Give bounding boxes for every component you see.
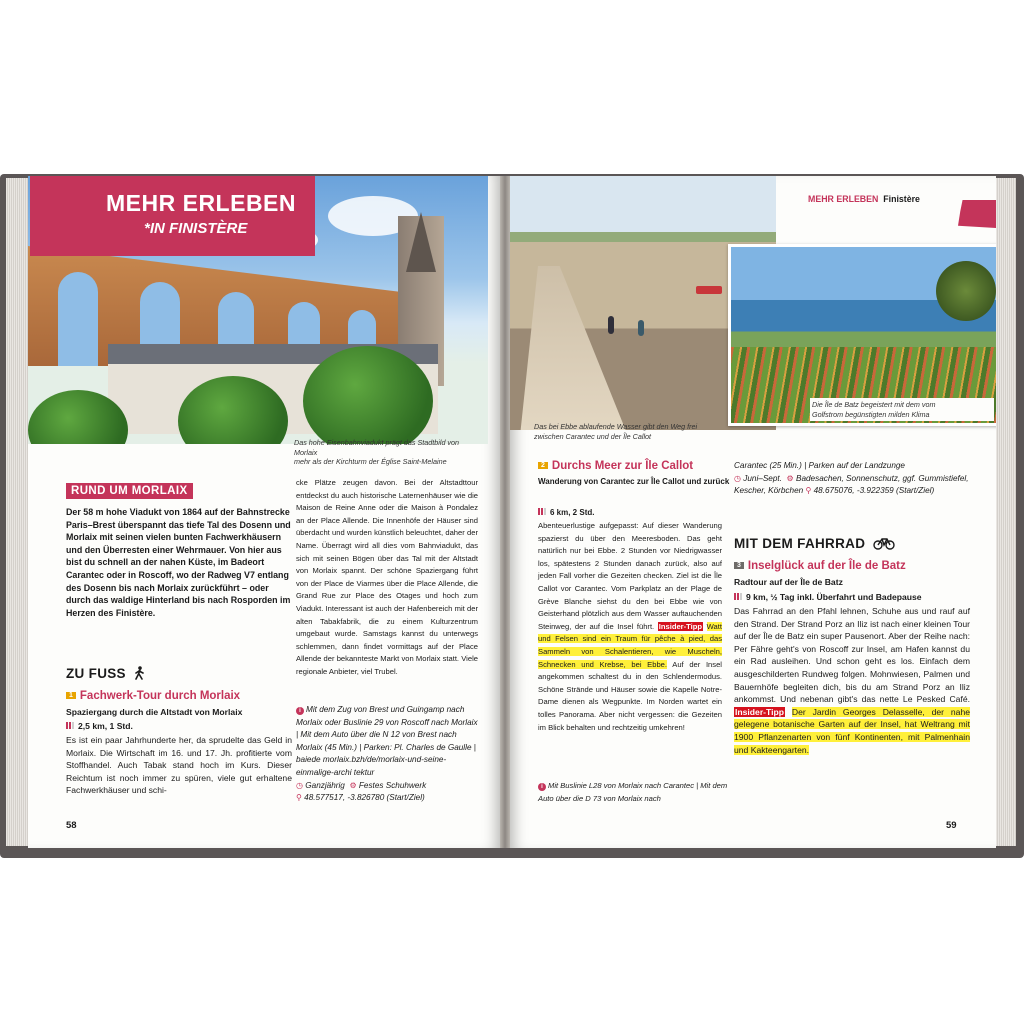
clock-icon: ◷: [296, 780, 303, 790]
photo-caption: Das hohe Eisenbahnviadukt prägt das Stadtbild von Morlaix mehr als der Kirchturm der Église Saint-Melaine: [294, 438, 460, 466]
tour-1-meta: 2,5 km, 1 Std.: [66, 721, 133, 731]
tour-1-info: i Mit dem Zug von Brest und Guingamp nach Morlaix oder Buslinie 29 von Roscoff nach Morlaix | Mit dem Auto über die N 12 von Brest nach Morlaix (45 Min.) | Parken: Pl. Charles de Gaulle | baiede morlaix.bzh/de/morlaix-und-seine-einmalige-archi tektur ◷ Ganzjährig ⚙ Festes Schuhwerk ⚲ 48.577517, -3.826780 (Start/Ziel): [296, 705, 478, 803]
photo-caption-callot: Das bei Ebbe ablaufende Wasser gibt den Weg frei zwischen Carantec und der Île Callot: [534, 422, 698, 441]
page-number-right: 59: [946, 820, 957, 831]
tour-3-subtitle: Radtour auf der Île de Batz: [734, 577, 843, 587]
location-pin-icon: ⚲: [296, 793, 302, 803]
tour-3-title: 3 Inselglück auf der Île de Batz: [734, 560, 906, 572]
shoe-icon: ⚙: [349, 780, 357, 790]
photo-caption-batz: Die Île de Batz begeistert mit dem vom Golfstrom begünstigten milden Klima: [810, 398, 994, 421]
tour-1-number: 1: [66, 692, 76, 699]
tour-2-info: i Mit Buslinie L28 von Morlaix nach Carantec | Mit dem Auto über die D 73 von Morlaix nach: [538, 781, 728, 803]
tour-2-number: 2: [538, 462, 548, 469]
section-tag-morlaix: RUND UM MORLAIX: [66, 483, 193, 499]
difficulty-icon: [538, 508, 547, 515]
tour-2-body: Abenteuerlustige aufgepasst: Auf dieser Wanderung spazierst du über den Meeresboden. Das geht natürlich nur bei Ebbe. 2 Stunden vor Niedrigwasser los, spätestens 2 Stunden danach zurück, also auf jeden Fall vorher die Gezeiten checken. Ziel ist die Île Callot vor Carantec. Vom Parkplatz an der Plage de Grève Blanche siehst du den bei Ebbe wie von Geisterhand plötzlich aus dem Wasser auftauchenden Steinweg, der auf die Insel führt. Insider-Tipp Watt und Felsen sind ein Traum für pêche à pied, das Sammeln von Schalentieren, wie Muscheln, Schnecken und Krebse, bei Ebbe. Auf der Insel angekommen schaltest du in den Schlendermodus. Schöne Strände und Häuser sowie die Kapelle Notre-Dame dienen als Wegpunkte. Im Norden wartet ein tolles Panorama. Aber nicht vergessen: die Gezeiten im Blick behalten und rechtzeitig umkehren!: [538, 521, 722, 732]
intro-paragraph: Der 58 m hohe Viadukt von 1864 auf der Bahnstrecke Paris–Brest überspannt das tiefe Tal des Dosenn und Morlaix mit seinen vielen bunten Fachwerkhäusern und den Überresten einer Wehrmauer. Von hier aus bist du schnell an der nahen Küste, im Badeort Carantec oder in Roscoff, wo der Radweg V7 entlang des Dosenn bis nach Morlaix zurückführt – oder durch das waldige Hinterland bis nach Rosporden im Herzen des Finistère.: [66, 507, 291, 618]
tour-1-subtitle: Spaziergang durch die Altstadt von Morlaix: [66, 707, 243, 717]
insider-tip-badge: Insider-Tipp: [658, 621, 703, 631]
left-page: [28, 176, 500, 848]
chapter-title: MEHR ERLEBEN: [106, 190, 297, 216]
insider-tip-text: Der Jardin Georges Delasselle, der nahe gelegene botanische Garten auf der Insel, hat Weltrang mit 1900 Pflanzenarten von fünf Kontinenten, mit Palmenhain und Kakteengarten.: [734, 706, 970, 755]
tour-3-number: 3: [734, 562, 744, 569]
tour-2-title: 2 Durchs Meer zur Île Callot: [538, 460, 693, 472]
gear-icon: ⚙: [786, 473, 794, 483]
header-brush-mark: [958, 200, 996, 228]
tour-1-body: Es ist ein paar Jahrhunderte her, da sprudelte das Geld in Morlaix. Die Wirtschaft im 16. und 17. Jh. profitierte vom Stoffhandel. Auch Tabak stand hoch im Kurs. Dieser Reichtum ist noch immer zu spüren, viele gut erhaltene Fachwerkhäuser und schi-: [66, 735, 292, 796]
info-icon: i: [538, 783, 546, 791]
page-edges-left: [6, 178, 28, 846]
running-header: MEHR ERLEBEN Finistère: [808, 194, 920, 204]
tour-2-info-cont: Carantec (25 Min.) | Parken auf der Landzunge ◷ Juni–Sept. ⚙ Badesachen, Sonnenschutz, ggf. Gummistiefel, Kescher, Körbchen ⚲ 48.675076, -3.922359 (Start/Ziel): [734, 461, 969, 496]
left-column-2-text: cke Plätze zeugen davon. Bei der Altstadttour entdeckst du auch historische Laternenhäuser wie die Maison de Reine Anne oder die Maison à Pondalez an der Place Allende. Die Innenhöfe der Häuser sind überdacht und wurden künstlich beleuchtet, daher der Name. Überragt wird all dies vom Bahnviadukt, das sich mit seinen Bögen über das Tal mit der Altstadt von Morlaix spannt. Der schöne Spaziergang führt von der Place de Viarmes über die Place Allende, die Grand Rue zur Place des Otages und hoch zum Viadukt. Interessant ist auch der Hafenbereich mit der alten Tabakfabrik, die zu einem Kulturzentrum umgebaut wurde. Samstags kannst du unterwegs schlemmen, dann findet vormittags auf der Place Allende der bekannteste Markt von Morlaix statt. Viele regionale Anbieter, viel Trubel.: [296, 478, 478, 676]
clock-icon: ◷: [734, 473, 741, 483]
insider-tip-text: Watt und Felsen sind ein Traum für pêche à pied, das Sammeln von Schalentieren, wie Muscheln, Schnecken und Krebse, bei Ebbe.: [538, 621, 722, 669]
insider-tip-badge: Insider-Tipp: [735, 706, 785, 717]
location-pin-icon: ⚲: [805, 486, 812, 496]
chapter-subtitle: *IN FINISTÈRE: [144, 220, 248, 237]
tour-1-title: 1 Fachwerk-Tour durch Morlaix: [66, 690, 240, 702]
book-spine: [500, 176, 510, 848]
chapter-banner: [30, 176, 315, 256]
page-number-left: 58: [66, 820, 77, 831]
difficulty-icon: [66, 722, 75, 729]
difficulty-icon: [734, 593, 743, 600]
walking-icon: [134, 666, 146, 680]
tour-3-meta: 9 km, ½ Tag inkl. Überfahrt und Badepause: [734, 592, 922, 602]
info-icon: i: [296, 707, 304, 715]
tour-2-subtitle: Wanderung von Carantec zur Île Callot und zurück: [538, 477, 730, 486]
section-heading-foot: ZU FUSS: [66, 666, 146, 681]
page-edges-right: [996, 178, 1016, 846]
bicycle-icon: [873, 537, 895, 550]
section-heading-bike: MIT DEM FAHRRAD: [734, 536, 895, 551]
tour-2-meta: 6 km, 2 Std.: [538, 508, 594, 517]
tour-3-body: Das Fahrrad an den Pfahl lehnen, Schuhe aus und rauf auf den Strand. Der Strand Porz an Iliz ist nach einer kleinen Tour auf der Île de Batz ein super Pausenort. Aber der Reihe nach: Per Fähre geht's von Roscoff zur Insel, am Hafen kannst du ein Rad ausleihen. Und schon geht es los. Einfach dem ausgeschilderten Rundweg folgen. Mohnwiesen, Palmen und Bauernhöfe begleiten dich, bis du am Strand Porz an Iliz ankommst. Und nebenan gibt's das nette Le Pesked Café. Insider-Tipp Der Jardin Georges Delasselle, der nahe gelegene botanische Garten auf der Insel, hat Weltrang mit 1900 Pflanzenarten von fünf Kontinenten, mit Palmenhain und Kakteengarten.: [734, 606, 970, 755]
right-page: [510, 176, 996, 848]
